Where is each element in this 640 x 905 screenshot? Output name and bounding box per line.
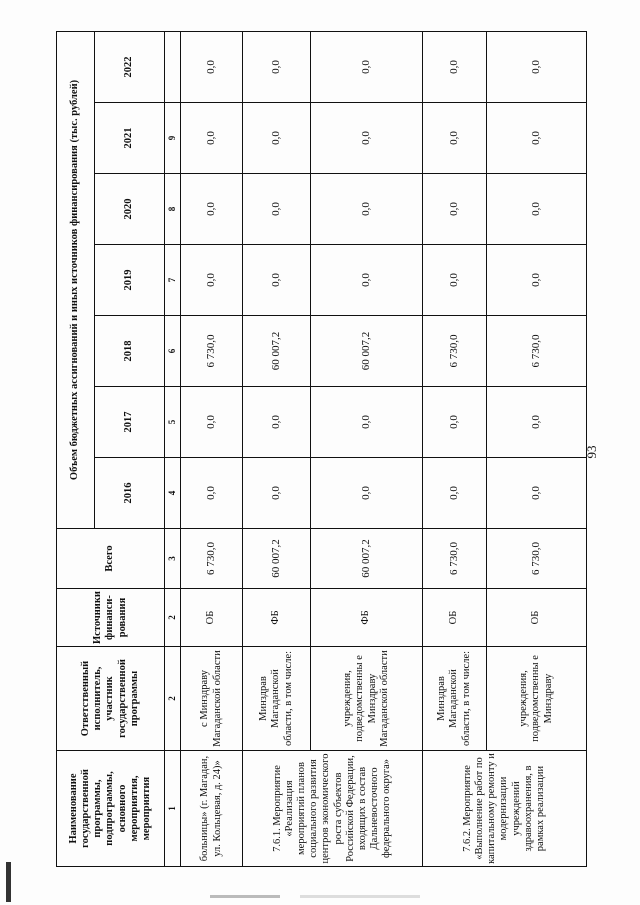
row-executor: учреждения, подведомственны е Минздраву [487, 647, 587, 751]
row-total: 60 007,2 [311, 529, 423, 589]
row-name: 7.6.1. Мероприятие «Реализация мероприятий планов социального развития центров экономического роста субъектов Российской Федерации, входящих в состав Дальневосточного федерального округа» [243, 751, 423, 867]
row-value: 0,0 [487, 174, 587, 245]
index-cell: 7 [165, 245, 181, 316]
row-value: 0,0 [181, 31, 243, 102]
row-value: 0,0 [243, 103, 311, 174]
scan-artifact [6, 862, 11, 902]
index-cell: 8 [165, 174, 181, 245]
row-value: 0,0 [311, 174, 423, 245]
row-value: 0,0 [243, 458, 311, 529]
row-value: 0,0 [243, 174, 311, 245]
row-value: 0,0 [181, 387, 243, 458]
row-value: 0,0 [423, 387, 487, 458]
table-row [311, 31, 423, 866]
rotated-table-container [56, 32, 586, 867]
scan-artifact [300, 895, 420, 898]
row-value: 60 007,2 [311, 316, 423, 387]
row-executor: учреждения, подведомственны е Минздраву Магаданской области [311, 647, 423, 751]
row-total: 6 730,0 [181, 529, 243, 589]
row-value: 0,0 [487, 458, 587, 529]
row-value: 0,0 [487, 387, 587, 458]
row-value: 0,0 [311, 458, 423, 529]
row-value: 6 730,0 [423, 316, 487, 387]
table-row [243, 31, 311, 866]
scan-artifact [210, 895, 280, 898]
row-value: 0,0 [423, 174, 487, 245]
index-cell: 3 [165, 529, 181, 589]
header-source: Источники финанси-рования [57, 589, 165, 647]
row-total: 60 007,2 [243, 529, 311, 589]
row-value: 0,0 [243, 387, 311, 458]
row-source: ФБ [311, 589, 423, 647]
row-value: 60 007,2 [243, 316, 311, 387]
row-value: 0,0 [311, 31, 423, 102]
header-row-1 [57, 31, 95, 866]
page-number: 93 [584, 445, 599, 459]
row-value: 0,0 [487, 31, 587, 102]
row-source: ОБ [181, 589, 243, 647]
header-year: 2021 [95, 103, 165, 174]
row-value: 0,0 [243, 245, 311, 316]
index-cell: 2 [165, 589, 181, 647]
row-value: 0,0 [311, 103, 423, 174]
index-cell: 1 [165, 751, 181, 867]
index-row [165, 31, 181, 866]
header-year: 2016 [95, 458, 165, 529]
row-executor: с Минздраву Магаданской области [181, 647, 243, 751]
row-total: 6 730,0 [487, 529, 587, 589]
header-year: 2019 [95, 245, 165, 316]
header-year: 2020 [95, 174, 165, 245]
index-cell: 2 [165, 647, 181, 751]
row-value: 0,0 [311, 245, 423, 316]
header-name: Наименование государственной программы, подпрограммы, основного мероприятия, мероприятия [57, 751, 165, 867]
row-value: 0,0 [487, 245, 587, 316]
row-value: 0,0 [181, 103, 243, 174]
row-name: больницы» (г. Магадан, ул. Кольцевая, д. 24)» [181, 751, 243, 867]
row-value: 0,0 [311, 387, 423, 458]
row-value: 0,0 [181, 174, 243, 245]
row-value: 0,0 [243, 31, 311, 102]
row-name: 7.6.2. Мероприятие «Выполнение работ по капитальному ремонту и модернизации учреждений здравоохранения, в рамках реализации [423, 751, 587, 867]
row-value: 0,0 [181, 245, 243, 316]
row-value: 6 730,0 [181, 316, 243, 387]
row-source: ОБ [423, 589, 487, 647]
index-cell: 4 [165, 458, 181, 529]
index-cell: 9 [165, 103, 181, 174]
row-executor: Минздрав Магаданской области, в том числе: [423, 647, 487, 751]
header-group: Объем бюджетных ассигнований и иных источников финансирования (тыс. рублей) [57, 31, 95, 528]
financing-table [56, 31, 587, 867]
index-cell: 6 [165, 316, 181, 387]
header-year: 2017 [95, 387, 165, 458]
row-value: 0,0 [423, 103, 487, 174]
table-row [423, 31, 487, 866]
header-year: 2018 [95, 316, 165, 387]
table-row [181, 31, 243, 866]
header-total: Всего [57, 529, 165, 589]
table-row [487, 31, 587, 866]
header-year: 2022 [95, 31, 165, 102]
row-total: 6 730,0 [423, 529, 487, 589]
index-cell: 5 [165, 387, 181, 458]
row-source: ОБ [487, 589, 587, 647]
row-value: 0,0 [423, 245, 487, 316]
row-value: 0,0 [487, 103, 587, 174]
row-value: 0,0 [423, 458, 487, 529]
row-value: 0,0 [181, 458, 243, 529]
header-executor: Ответственный исполнитель, участник государственной программы [57, 647, 165, 751]
row-source: ФБ [243, 589, 311, 647]
row-value: 0,0 [423, 31, 487, 102]
row-value: 6 730,0 [487, 316, 587, 387]
row-executor: Минздрав Магаданской области, в том числе: [243, 647, 311, 751]
index-cell [165, 31, 181, 102]
